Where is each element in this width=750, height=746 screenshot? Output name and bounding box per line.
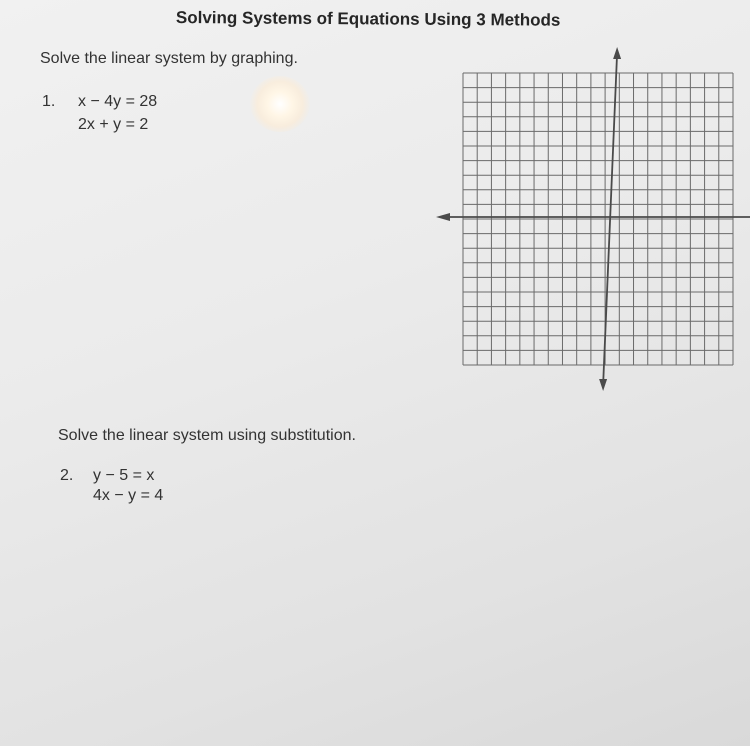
problem-2-number: 2.	[60, 467, 74, 484]
coordinate-grid-svg	[436, 45, 750, 395]
x-axis-left-arrow-icon	[436, 213, 450, 221]
instruction-graphing: Solve the linear system by graphing.	[40, 50, 298, 67]
problem-1-equation-2: 2x + y = 2	[78, 116, 149, 133]
problem-1-equation-1: x − 4y = 28	[78, 93, 158, 110]
coordinate-grid	[436, 45, 750, 395]
problem-2-equation-1: y − 5 = x	[93, 467, 155, 484]
y-axis-down-arrow-icon	[599, 379, 607, 391]
problem-2-equation-2: 4x − y = 4	[93, 487, 164, 504]
light-glare	[250, 76, 310, 132]
instruction-substitution: Solve the linear system using substitution.	[58, 427, 356, 444]
problem-1-number: 1.	[42, 93, 56, 110]
worksheet-title: Solving Systems of Equations Using 3 Methods	[175, 8, 561, 30]
y-axis-up-arrow-icon	[613, 47, 621, 59]
